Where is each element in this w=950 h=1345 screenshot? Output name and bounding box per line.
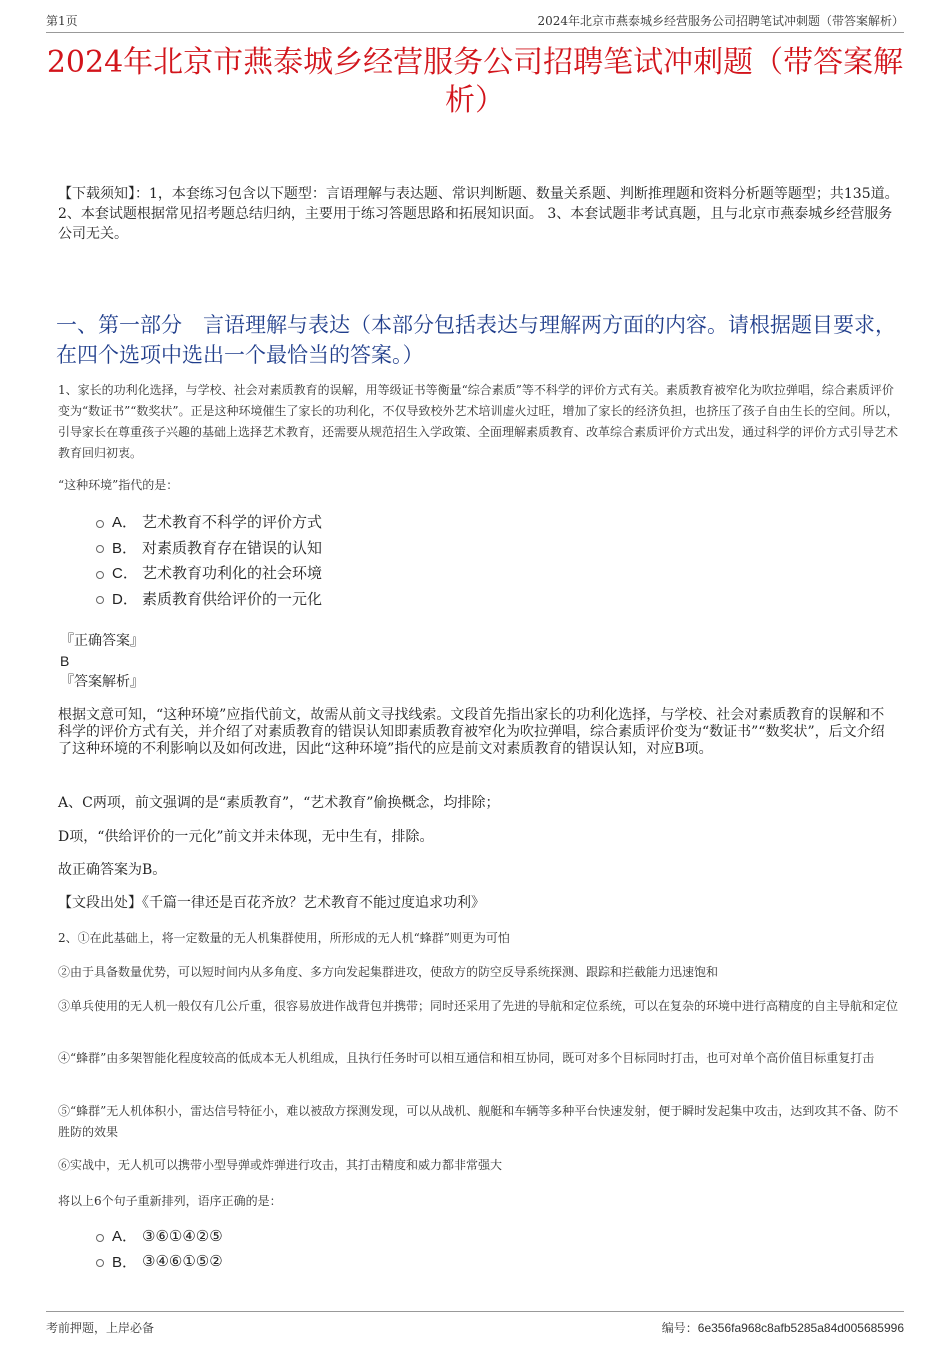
question-2-prompt: 将以上6个句子重新排列，语序正确的是： <box>58 1194 282 1208</box>
question-1-options <box>96 509 322 611</box>
radio-icon[interactable] <box>96 1259 104 1267</box>
question-2-options <box>96 1223 223 1274</box>
option-c[interactable]: C． 艺术教育功利化的社会环境 <box>96 560 322 586</box>
document-title: 2024年北京市燕泰城乡经营服务公司招聘笔试冲刺题（带答案解析） <box>46 45 904 118</box>
analysis-paragraph: D项，“供给评价的一元化”前文并未体现，无中生有，排除。 <box>58 829 434 845</box>
page-header <box>46 12 904 33</box>
document-code <box>662 1319 904 1336</box>
page-number: 第1页 <box>46 14 78 28</box>
text-source: 【文段出处】《千篇一律还是百花齐放？艺术教育不能过度追求功利》 <box>58 895 485 911</box>
answer-label: 『正确答案』 <box>60 633 144 649</box>
option-b[interactable]: B． 对素质教育存在错误的认知 <box>96 535 322 561</box>
radio-icon[interactable] <box>96 520 104 528</box>
option-d[interactable]: D． 素质教育供给评价的一元化 <box>96 586 322 612</box>
question-2-sentence: ⑥实战中，无人机可以携带小型导弹或炸弹进行攻击，其打击精度和威力都非常强大 <box>58 1158 503 1172</box>
radio-icon[interactable] <box>96 571 104 579</box>
radio-icon[interactable] <box>96 1234 104 1242</box>
analysis-paragraph: 故正确答案为B。 <box>58 862 167 878</box>
option-a[interactable]: A． 艺术教育不科学的评价方式 <box>96 509 322 535</box>
download-notice: 【下载须知】：1，本套练习包含以下题型：言语理解与表达题、常识判断题、数量关系题、判断推理题和资料分析题等题型；共135道。 2、本套试题根据常见招考题总结归纳，主要用于练习答题思路和拓展知识面。 3、本套试题非考试真题，且与北京市燕泰城乡经营服务公司无关。 <box>58 186 899 242</box>
question-1-prompt: “这种环境”指代的是： <box>58 478 179 492</box>
question-2-sentence: ②由于具备数量优势，可以短时间内从多角度、多方向发起集群进攻，使敌方的防空反导系统探测、跟踪和拦截能力迅速饱和 <box>58 965 719 979</box>
analysis-label: 『答案解析』 <box>60 674 144 690</box>
radio-icon[interactable] <box>96 545 104 553</box>
analysis-paragraph: A、C两项，前文强调的是“素质教育”，“艺术教育”偷换概念，均排除； <box>58 795 500 811</box>
option-b[interactable]: B． ③④⑥①⑤② <box>96 1249 223 1275</box>
question-1-text: 1、家长的功利化选择，与学校、社会对素质教育的误解，用等级证书等衡量“综合素质”等不科学的评价方式有关。素质教育被窄化为吹拉弹唱，综合素质评价变为“数证书”“数奖状”。正是这种环境催生了家长的功利化，不仅导致校外艺术培训虚火过旺，增加了家长的经济负担，也挤压了孩子自由生长的空间。所以，引导家长在尊重孩子兴趣的基础上选择艺术教育，还需要从规范招生入学政策、全面理解素质教育、改革综合素质评价方式出发，通过科学的评价方式引导艺术教育回归初衷。 <box>58 383 899 460</box>
analysis-paragraph: 根据文意可知，“这种环境”应指代前文，故需从前文寻找线索。文段首先指出家长的功利化选择，与学校、社会对素质教育的误解和不科学的评价方式有关，并介绍了对素质教育的错误认知即素质教育被窄化为吹拉弹唱，综合素质评价变为“数证书”“数奖状”，后文介绍了这种环境的不利影响以及如何改进，因此“这种环境”指代的应是前文对素质教育的错误认知，对应B项。 <box>58 707 885 757</box>
section-heading: 一、第一部分 言语理解与表达（本部分包括表达与理解两方面的内容。请根据题目要求，在四个选项中选出一个最恰当的答案。） <box>56 313 896 367</box>
question-2-sentence: 2、①在此基础上，将一定数量的无人机集群使用，所形成的无人机“蜂群”则更为可怕 <box>58 931 510 945</box>
document-code-label: 编号： <box>661 1321 698 1335</box>
option-a[interactable]: A． ③⑥①④②⑤ <box>96 1223 223 1249</box>
question-2-sentence: ③单兵使用的无人机一般仅有几公斤重，很容易放进作战背包并携带；同时还采用了先进的导航和定位系统，可以在复杂的环境中进行高精度的自主导航和定位 <box>58 999 899 1013</box>
radio-icon[interactable] <box>96 596 104 604</box>
page-footer <box>46 1311 904 1336</box>
footer-slogan: 考前押题，上岸必备 <box>46 1321 155 1335</box>
question-2-sentence: ④“蜂群”由多架智能化程度较高的低成本无人机组成，且执行任务时可以相互通信和相互协同，既可对多个目标同时打击，也可对单个高价值目标重复打击 <box>58 1051 875 1065</box>
answer-value: B <box>60 653 70 669</box>
document-code-value: 6e356fa968c8afb5285a84d005685996 <box>697 1321 904 1335</box>
question-2-sentence: ⑤“蜂群”无人机体积小，雷达信号特征小，难以被敌方探测发现，可以从战机、舰艇和车辆等多种平台快速发射，便于瞬时发起集中攻击，达到攻其不备、防不胜防的效果 <box>58 1104 899 1139</box>
header-doc-title: 2024年北京市燕泰城乡经营服务公司招聘笔试冲刺题（带答案解析） <box>537 14 904 28</box>
